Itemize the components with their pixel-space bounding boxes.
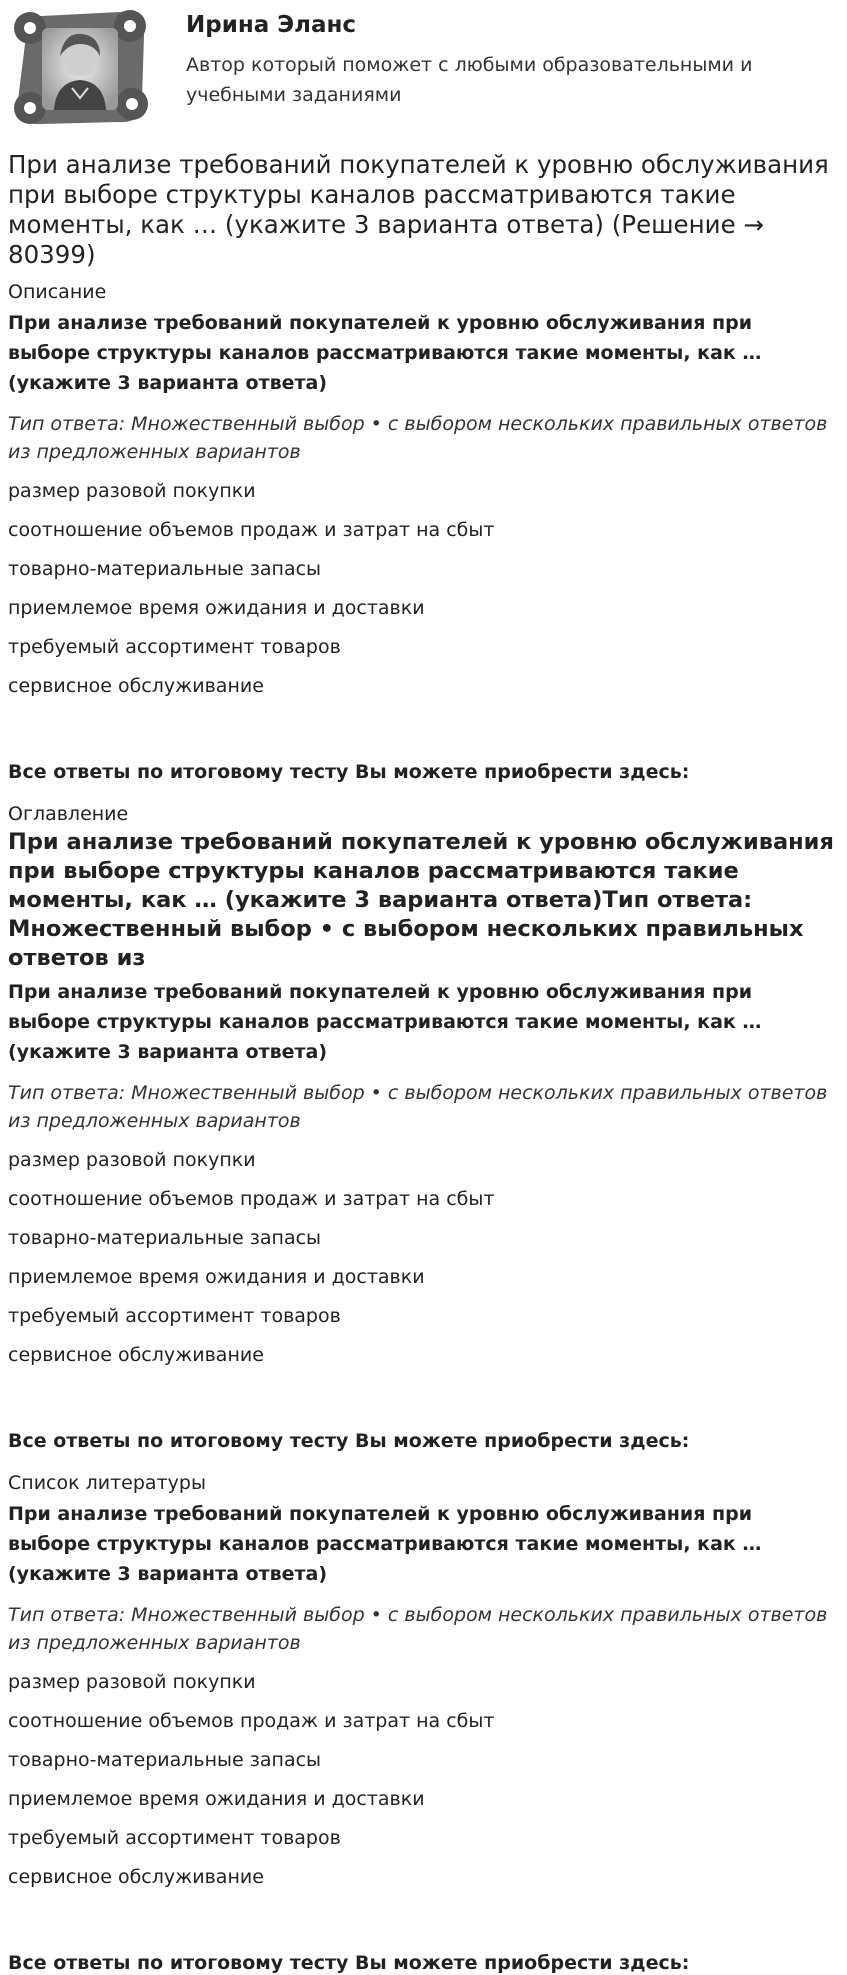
answer-options <box>8 472 839 706</box>
section-label-literature: Список литературы <box>8 1472 206 1494</box>
answer-option: соотношение объемов продаж и затрат на сбыт <box>8 1710 495 1732</box>
question-text: При анализе требований покупателей к уровню обслуживания при выборе структуры каналов рассматриваются такие моменты, как … (укажите 3 варианта ответа) <box>8 1503 762 1585</box>
answer-option: сервисное обслуживание <box>8 1866 264 1888</box>
answer-option: приемлемое время ожидания и доставки <box>8 597 425 619</box>
answer-options <box>8 1663 839 1897</box>
section-label-description: Описание <box>8 281 107 303</box>
question-text: При анализе требований покупателей к уровню обслуживания при выборе структуры каналов рассматриваются такие моменты, как … (укажите 3 варианта ответа) <box>8 981 762 1063</box>
answer-option: товарно-материальные запасы <box>8 1227 322 1249</box>
answer-option: требуемый ассортимент товаров <box>8 1305 341 1327</box>
answer-option: требуемый ассортимент товаров <box>8 636 341 658</box>
answer-option: приемлемое время ожидания и доставки <box>8 1788 425 1810</box>
answer-option: товарно-материальные запасы <box>8 1749 322 1771</box>
author-header <box>0 0 847 150</box>
answer-option: размер разовой покупки <box>8 480 256 502</box>
answer-option: размер разовой покупки <box>8 1671 256 1693</box>
answer-option: товарно-материальные запасы <box>8 558 322 580</box>
buy-note: Все ответы по итоговому тесту Вы можете приобрести здесь: <box>8 761 690 783</box>
author-description: Автор который поможет с любыми образовательными и учебными заданиями <box>186 54 753 106</box>
answer-type: Тип ответа: Множественный выбор • с выбором нескольких правильных ответов из предложенных вариантов <box>8 1082 828 1132</box>
answer-options <box>8 1141 839 1375</box>
section-label-toc: Оглавление <box>8 803 129 825</box>
answer-option: требуемый ассортимент товаров <box>8 1827 341 1849</box>
answer-type: Тип ответа: Множественный выбор • с выбором нескольких правильных ответов из предложенных вариантов <box>8 413 828 463</box>
buy-note: Все ответы по итоговому тесту Вы можете приобрести здесь: <box>8 1430 690 1452</box>
toc-heading: При анализе требований покупателей к уровню обслуживания при выборе структуры каналов рассматриваются такие моменты, как … (укажите 3 варианта ответа)Тип ответа: Множественный выбор • с выбором нескольких правильных ответов из <box>8 829 834 971</box>
answer-option: соотношение объемов продаж и затрат на сбыт <box>8 1188 495 1210</box>
answer-type: Тип ответа: Множественный выбор • с выбором нескольких правильных ответов из предложенных вариантов <box>8 1604 828 1654</box>
literature-section <box>0 1471 847 1975</box>
page-title: При анализе требований покупателей к уровню обслуживания при выборе структуры каналов рассматриваются такие моменты, как … (укажите 3 варианта ответа) (Решение → 80399) <box>8 150 829 269</box>
buy-note: Все ответы по итоговому тесту Вы можете приобрести здесь: <box>8 1952 690 1974</box>
description-section <box>0 280 847 784</box>
answer-option: размер разовой покупки <box>8 1149 256 1171</box>
answer-option: сервисное обслуживание <box>8 1344 264 1366</box>
answer-option: приемлемое время ожидания и доставки <box>8 1266 425 1288</box>
question-text: При анализе требований покупателей к уровню обслуживания при выборе структуры каналов рассматриваются такие моменты, как … (укажите 3 варианта ответа) <box>8 312 762 394</box>
answer-option: соотношение объемов продаж и затрат на сбыт <box>8 519 495 541</box>
author-name[interactable]: Ирина Эланс <box>186 12 357 38</box>
answer-option: сервисное обслуживание <box>8 675 264 697</box>
author-avatar <box>8 6 152 130</box>
toc-section <box>0 802 847 1453</box>
